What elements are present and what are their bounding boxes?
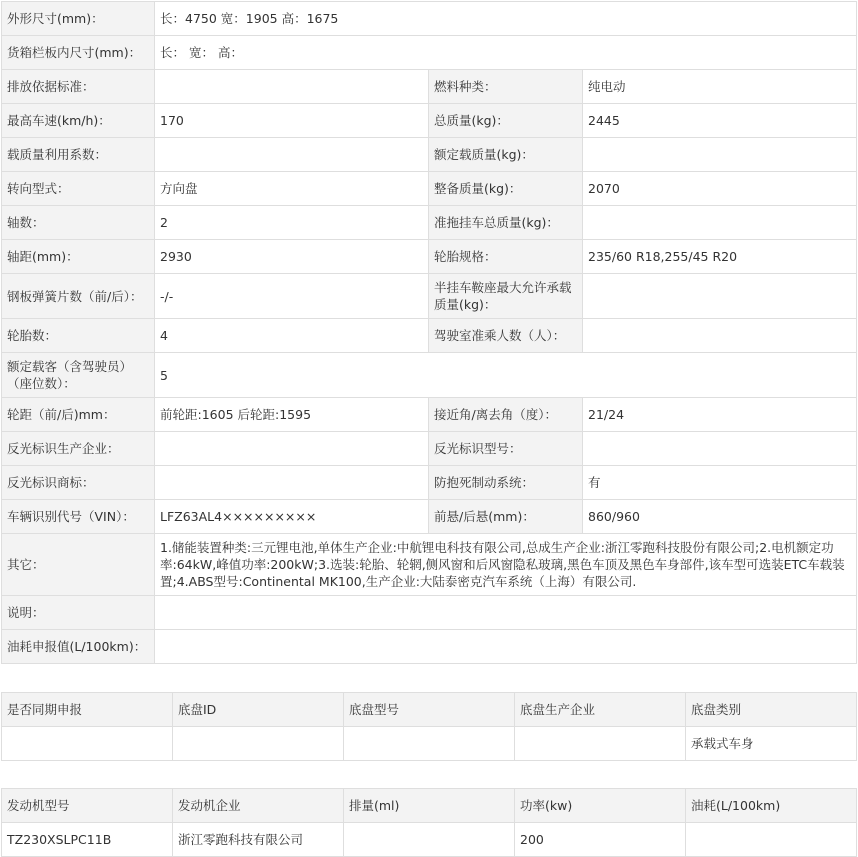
chassis-table (1, 692, 857, 761)
overhang-label: 前悬/后悬(mm)： (429, 500, 583, 534)
tire-spec-value: 235/60 R18,255/45 R20 (583, 240, 857, 274)
steering-value: 方向盘 (155, 172, 429, 206)
fuel-type-value: 纯电动 (583, 70, 857, 104)
leaf-springs-value: -/- (155, 274, 429, 319)
chassis-header-cell: 底盘类别 (686, 693, 857, 727)
engine-cell: 200 (515, 823, 686, 857)
vin-label: 车辆识别代号（VIN）： (2, 500, 155, 534)
approach-departure-label: 接近角/离去角（度）： (429, 398, 583, 432)
reflector-model-value (583, 432, 857, 466)
abs-label: 防抱死制动系统： (429, 466, 583, 500)
fuel-type-label: 燃料种类： (429, 70, 583, 104)
reflector-brand-label: 反光标识商标： (2, 466, 155, 500)
reflector-brand-value (155, 466, 429, 500)
spec-row (2, 500, 857, 534)
wheelbase-value: 2930 (155, 240, 429, 274)
spec-row (2, 596, 857, 630)
cargo-box-value: 长： 宽： 高： (155, 36, 857, 70)
engine-cell: 浙江零跑科技有限公司 (173, 823, 344, 857)
cargo-box-label: 货箱栏板内尺寸(mm)： (2, 36, 155, 70)
rated-load-label: 额定载质量(kg)： (429, 138, 583, 172)
total-mass-value: 2445 (583, 104, 857, 138)
fuel-report-label: 油耗申报值(L/100km)： (2, 630, 155, 664)
load-utilization-value (155, 138, 429, 172)
engine-cell (344, 823, 515, 857)
spec-row (2, 534, 857, 596)
chassis-header-cell: 是否同期申报 (2, 693, 173, 727)
chassis-cell: 承载式车身 (686, 727, 857, 761)
other-label: 其它： (2, 534, 155, 596)
spec-row (2, 466, 857, 500)
fuel-report-value (155, 630, 857, 664)
cab-passengers-label: 驾驶室准乘人数（人）： (429, 319, 583, 353)
max-speed-value: 170 (155, 104, 429, 138)
dimensions-label: 外形尺寸(mm)： (2, 2, 155, 36)
chassis-header-cell: 底盘ID (173, 693, 344, 727)
spec-row (2, 138, 857, 172)
chassis-cell (344, 727, 515, 761)
tire-count-value: 4 (155, 319, 429, 353)
rated-load-value (583, 138, 857, 172)
saddle-load-label: 半挂车鞍座最大允许承载质量(kg)： (429, 274, 583, 319)
chassis-header-cell: 底盘生产企业 (515, 693, 686, 727)
spec-row (2, 70, 857, 104)
engine-cell (686, 823, 857, 857)
engine-header-cell: 油耗(L/100km) (686, 789, 857, 823)
overhang-value: 860/960 (583, 500, 857, 534)
max-speed-label: 最高车速(km/h)： (2, 104, 155, 138)
saddle-load-value (583, 274, 857, 319)
cab-passengers-value (583, 319, 857, 353)
engine-data-row (2, 823, 857, 857)
engine-header-row (2, 789, 857, 823)
engine-header-cell: 排量(ml) (344, 789, 515, 823)
rated-passengers-label: 额定载客（含驾驶员）（座位数）： (2, 353, 155, 398)
dimensions-value: 长：4750 宽：1905 高：1675 (155, 2, 857, 36)
engine-header-cell: 功率(kw) (515, 789, 686, 823)
trailer-mass-label: 准拖挂车总质量(kg)： (429, 206, 583, 240)
spec-row (2, 630, 857, 664)
emission-standard-value (155, 70, 429, 104)
vin-value: LFZ63AL4××××××××× (155, 500, 429, 534)
leaf-springs-label: 钢板弹簧片数（前/后）： (2, 274, 155, 319)
engine-header-cell: 发动机型号 (2, 789, 173, 823)
tire-count-label: 轮胎数： (2, 319, 155, 353)
reflector-maker-label: 反光标识生产企业： (2, 432, 155, 466)
spec-row (2, 206, 857, 240)
reflector-maker-value (155, 432, 429, 466)
spec-row (2, 2, 857, 36)
engine-table (1, 788, 857, 857)
spec-row (2, 104, 857, 138)
load-utilization-label: 载质量利用系数： (2, 138, 155, 172)
chassis-cell (173, 727, 344, 761)
trailer-mass-value (583, 206, 857, 240)
reflector-model-label: 反光标识型号： (429, 432, 583, 466)
vehicle-spec-table (1, 1, 857, 664)
curb-mass-label: 整备质量(kg)： (429, 172, 583, 206)
notes-label: 说明： (2, 596, 155, 630)
spec-row (2, 172, 857, 206)
engine-cell: TZ230XSLPC11B (2, 823, 173, 857)
spec-row (2, 240, 857, 274)
axles-label: 轴数： (2, 206, 155, 240)
engine-header-cell: 发动机企业 (173, 789, 344, 823)
track-value: 前轮距:1605 后轮距:1595 (155, 398, 429, 432)
other-value: 1.储能装置种类:三元锂电池,单体生产企业:中航锂电科技有限公司,总成生产企业:浙江零跑科技股份有限公司;2.电机额定功率:64kW,峰值功率:200kW;3.选装:轮胎、轮辋,侧风窗和后风窗隐私玻璃,黑色车顶及黑色车身部件,该车型可选装ETC车载装置;4.ABS型号:Continental MK100,生产企业:大陆泰密克汽车系统（上海）有限公司. (155, 534, 857, 596)
steering-label: 转向型式： (2, 172, 155, 206)
chassis-data-row (2, 727, 857, 761)
spec-row (2, 353, 857, 398)
notes-value (155, 596, 857, 630)
curb-mass-value: 2070 (583, 172, 857, 206)
spec-row (2, 432, 857, 466)
chassis-header-row (2, 693, 857, 727)
track-label: 轮距（前/后)mm： (2, 398, 155, 432)
abs-value: 有 (583, 466, 857, 500)
axles-value: 2 (155, 206, 429, 240)
approach-departure-value: 21/24 (583, 398, 857, 432)
total-mass-label: 总质量(kg)： (429, 104, 583, 138)
chassis-header-cell: 底盘型号 (344, 693, 515, 727)
spec-row (2, 274, 857, 319)
spec-row (2, 319, 857, 353)
chassis-cell (515, 727, 686, 761)
spec-row (2, 398, 857, 432)
rated-passengers-value: 5 (155, 353, 857, 398)
chassis-cell (2, 727, 173, 761)
emission-standard-label: 排放依据标准： (2, 70, 155, 104)
spec-row (2, 36, 857, 70)
wheelbase-label: 轴距(mm)： (2, 240, 155, 274)
tire-spec-label: 轮胎规格： (429, 240, 583, 274)
